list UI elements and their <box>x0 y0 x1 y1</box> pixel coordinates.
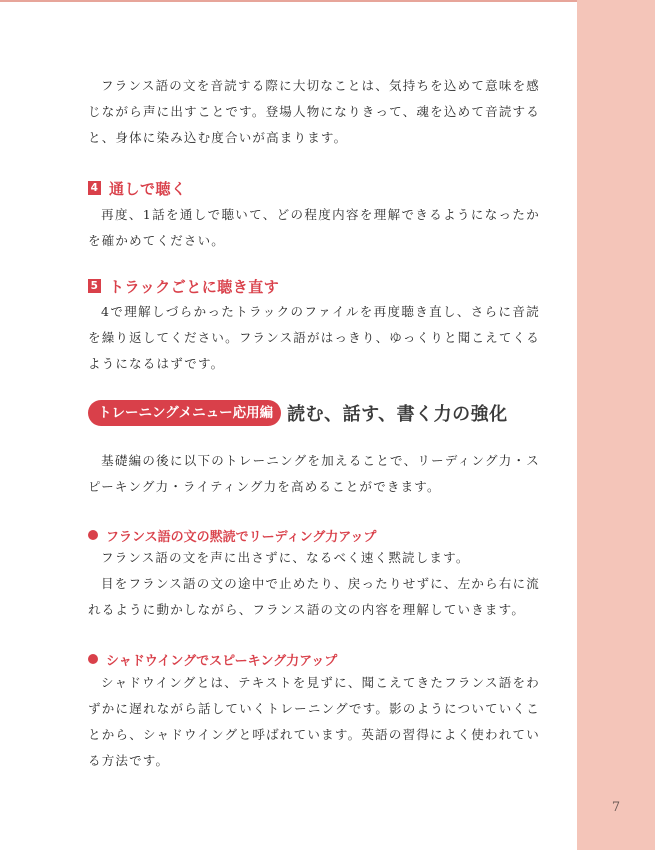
reading-text-1: フランス語の文を声に出さずに、なるべく速く黙読します。 <box>101 550 470 565</box>
top-rule <box>0 0 577 2</box>
section-4-number: 4 <box>88 181 101 195</box>
reading-text-2: 目をフランス語の文の途中で止めたり、戻ったりせずに、左から右に流れるように動かしながら、フランス語の文の内容を理解していきます。 <box>88 576 540 617</box>
reading-heading <box>88 526 376 544</box>
applied-intro-paragraph <box>88 448 540 500</box>
applied-menu-title: 読む、話す、書く力の強化 <box>287 404 508 425</box>
section-5-paragraph <box>88 299 540 377</box>
section-4-text: 再度、1話を通しで聴いて、どの程度内容を理解できるようになったかを確かめてください。 <box>88 207 540 248</box>
intro-text: フランス語の文を音読する際に大切なことは、気持ちを込めて意味を感じながら声に出すことです。登場人物になりきって、魂を込めて音読すると、身体に染み込む度合いが高まります。 <box>88 78 540 145</box>
page-number: 7 <box>611 800 621 815</box>
section-5-heading <box>88 275 279 297</box>
section-5-text: 4で理解しづらかったトラックのファイルを再度聴き直し、さらに音読を繰り返してください。フランス語がはっきり、ゆっくりと聞こえてくるようになるはずです。 <box>88 304 540 371</box>
section-4-heading <box>88 177 187 199</box>
shadowing-heading <box>88 650 337 668</box>
reading-title: フランス語の文の黙読でリーディング力アップ <box>106 529 377 545</box>
bullet-dot-icon <box>88 530 98 540</box>
section-5-number: 5 <box>88 279 101 293</box>
applied-menu-banner <box>88 399 508 427</box>
shadowing-paragraph <box>88 670 540 774</box>
section-4-paragraph <box>88 202 540 254</box>
intro-paragraph <box>88 73 540 151</box>
shadowing-title: シャドウイングでスピーキング力アップ <box>106 653 338 669</box>
bullet-dot-icon <box>88 654 98 664</box>
section-5-title: トラックごとに聴き直す <box>109 277 280 296</box>
section-4-title: 通しで聴く <box>109 179 187 198</box>
applied-intro-text: 基礎編の後に以下のトレーニングを加えることで、リーディング力・スピーキング力・ライティング力を高めることができます。 <box>88 453 540 494</box>
reading-paragraph-2 <box>88 571 540 623</box>
shadowing-text: シャドウイングとは、テキストを見ずに、聞こえてきたフランス語をわずかに遅れながら話していくトレーニングです。影のようについていくことから、シャドウイングと呼ばれています。英語の習得によく使われている方法です。 <box>88 675 540 768</box>
applied-menu-pill: トレーニングメニュー応用編 <box>88 400 281 426</box>
reading-paragraph-1 <box>88 545 540 571</box>
side-band <box>577 0 655 850</box>
